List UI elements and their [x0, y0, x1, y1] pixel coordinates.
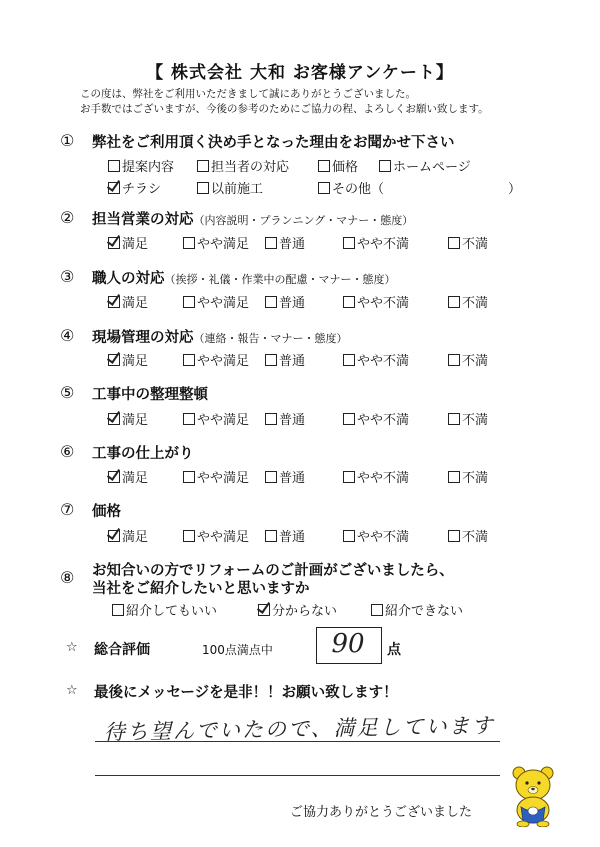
checkbox[interactable] [343, 530, 355, 542]
checkbox[interactable] [265, 530, 277, 542]
checkbox[interactable] [318, 160, 330, 172]
checkbox[interactable] [265, 296, 277, 308]
q3-option-somewhat-dissatisfied[interactable]: やや不満 [343, 292, 409, 311]
bear-mascot-icon [507, 763, 559, 827]
q4-option-satisfied[interactable]: 満足 [108, 350, 148, 369]
message-star-icon: ☆ [66, 683, 78, 698]
q1-option-staff[interactable]: 担当者の対応 [197, 156, 289, 175]
checkbox[interactable] [448, 354, 460, 366]
question-4-note: （連絡・報告・マナー・態度） [193, 332, 348, 345]
q6-option-dissatisfied[interactable]: 不満 [448, 467, 488, 486]
checkbox[interactable] [183, 471, 195, 483]
question-7-number: ⑦ [60, 500, 75, 519]
q3-option-dissatisfied[interactable]: 不満 [448, 292, 488, 311]
question-3-note: （挨拶・礼儀・作業中の配慮・マナー・態度） [164, 273, 396, 286]
rating-scale: 100点満点中 [202, 643, 273, 657]
checkbox-checked[interactable] [108, 296, 120, 308]
question-3-text: 職人の対応（挨拶・礼儀・作業中の配慮・マナー・態度） [92, 271, 396, 287]
checkbox[interactable] [343, 296, 355, 308]
q2-option-neutral[interactable]: 普通 [265, 233, 305, 252]
checkbox[interactable] [265, 354, 277, 366]
q7-option-satisfied[interactable]: 満足 [108, 526, 148, 545]
checkbox-checked[interactable] [258, 604, 270, 616]
message-prompt: 最後にメッセージを是非！！お願い致します！ [94, 685, 398, 701]
thank-you-footer: ご協力ありがとうございました [290, 805, 473, 820]
q8-option-cannot-recommend[interactable]: 紹介できない [371, 600, 463, 619]
checkbox[interactable] [112, 604, 124, 616]
checkbox-checked[interactable] [108, 237, 120, 249]
q2-option-dissatisfied[interactable]: 不満 [448, 233, 488, 252]
checkbox-checked[interactable] [108, 413, 120, 425]
q2-option-somewhat-dissatisfied[interactable]: やや不満 [343, 233, 409, 252]
checkbox[interactable] [343, 354, 355, 366]
q4-option-dissatisfied[interactable]: 不満 [448, 350, 488, 369]
checkbox[interactable] [197, 160, 209, 172]
q5-option-neutral[interactable]: 普通 [265, 409, 305, 428]
q2-option-somewhat-satisfied[interactable]: やや満足 [183, 233, 249, 252]
q5-option-dissatisfied[interactable]: 不満 [448, 409, 488, 428]
q6-option-somewhat-dissatisfied[interactable]: やや不満 [343, 467, 409, 486]
q1-option-flyer[interactable]: チラシ [108, 178, 161, 197]
question-1-text: 弊社をご利用頂く決め手となった理由をお聞かせ下さい [92, 135, 455, 151]
checkbox[interactable] [108, 160, 120, 172]
q4-option-neutral[interactable]: 普通 [265, 350, 305, 369]
q1-option-proposal[interactable]: 提案内容 [108, 156, 174, 175]
q1-other-close: ） [508, 182, 522, 197]
checkbox-checked[interactable] [108, 471, 120, 483]
question-8-text: お知合いの方でリフォームのご計画がございましたら、 [92, 563, 454, 579]
question-6-number: ⑥ [60, 442, 75, 461]
q8-option-not-sure[interactable]: 分からない [258, 600, 337, 619]
checkbox[interactable] [448, 413, 460, 425]
message-line-2 [95, 775, 500, 776]
q4-option-somewhat-dissatisfied[interactable]: やや不満 [343, 350, 409, 369]
q3-option-neutral[interactable]: 普通 [265, 292, 305, 311]
checkbox[interactable] [318, 182, 330, 194]
rating-label: 総合評価 [94, 642, 150, 658]
q5-option-satisfied[interactable]: 満足 [108, 409, 148, 428]
intro-line-1: この度は、弊社をご利用いただきまして誠にありがとうございました。 [80, 88, 416, 100]
question-5-number: ⑤ [60, 383, 75, 402]
question-4-text: 現場管理の対応（連絡・報告・マナー・態度） [92, 330, 348, 346]
question-2-text: 担当営業の対応（内容説明・プランニング・マナー・態度） [92, 212, 414, 228]
score-value: 90 [331, 629, 365, 659]
survey-title: 【 株式会社 大和 お客様アンケート】 [146, 63, 454, 83]
question-8-text-line2: 当社をご紹介したいと思いますか [92, 581, 310, 597]
question-5-text: 工事中の整理整頓 [92, 387, 208, 403]
intro-line-2: お手数ではございますが、今後の参考のためにご協力の程、よろしくお願い致します。 [80, 103, 489, 115]
question-4-number: ④ [60, 326, 75, 345]
checkbox[interactable] [448, 471, 460, 483]
checkbox-checked[interactable] [108, 354, 120, 366]
q1-option-previous[interactable]: 以前施工 [197, 178, 263, 197]
q3-option-satisfied[interactable]: 満足 [108, 292, 148, 311]
checkbox[interactable] [379, 160, 391, 172]
checkbox[interactable] [448, 530, 460, 542]
q5-option-somewhat-satisfied[interactable]: やや満足 [183, 409, 249, 428]
q7-option-somewhat-satisfied[interactable]: やや満足 [183, 526, 249, 545]
checkbox[interactable] [343, 471, 355, 483]
q1-option-other[interactable]: その他（ [318, 178, 384, 197]
q6-option-somewhat-satisfied[interactable]: やや満足 [183, 467, 249, 486]
checkbox[interactable] [265, 413, 277, 425]
checkbox[interactable] [183, 354, 195, 366]
question-8-number: ⑧ [60, 568, 75, 587]
checkbox[interactable] [265, 471, 277, 483]
checkbox[interactable] [183, 530, 195, 542]
q7-option-dissatisfied[interactable]: 不満 [448, 526, 488, 545]
q8-option-can-recommend[interactable]: 紹介してもいい [112, 600, 217, 619]
checkbox[interactable] [371, 604, 383, 616]
q7-option-neutral[interactable]: 普通 [265, 526, 305, 545]
q1-option-homepage[interactable]: ホームページ [379, 156, 471, 175]
q7-option-somewhat-dissatisfied[interactable]: やや不満 [343, 526, 409, 545]
checkbox[interactable] [183, 296, 195, 308]
checkbox[interactable] [197, 182, 209, 194]
score-unit: 点 [387, 642, 401, 658]
question-1-number: ① [60, 131, 75, 150]
checkbox[interactable] [183, 237, 195, 249]
question-3-number: ③ [60, 267, 75, 286]
q1-option-price[interactable]: 価格 [318, 156, 358, 175]
q6-option-neutral[interactable]: 普通 [265, 467, 305, 486]
checkbox[interactable] [448, 296, 460, 308]
question-2-number: ② [60, 208, 75, 227]
checkbox[interactable] [183, 413, 195, 425]
checkbox-checked[interactable] [108, 182, 120, 194]
question-2-note: （内容説明・プランニング・マナー・態度） [193, 214, 414, 227]
rating-star-icon: ☆ [66, 640, 78, 655]
q2-option-satisfied[interactable]: 満足 [108, 233, 148, 252]
q4-option-somewhat-satisfied[interactable]: やや満足 [183, 350, 249, 369]
q5-option-somewhat-dissatisfied[interactable]: やや不満 [343, 409, 409, 428]
checkbox[interactable] [343, 237, 355, 249]
question-6-text: 工事の仕上がり [92, 446, 194, 462]
checkbox-checked[interactable] [108, 530, 120, 542]
question-7-text: 価格 [92, 504, 121, 520]
handwritten-message: 待ち望んでいたので、満足しています [103, 713, 495, 745]
checkbox[interactable] [265, 237, 277, 249]
q6-option-satisfied[interactable]: 満足 [108, 467, 148, 486]
checkbox[interactable] [448, 237, 460, 249]
checkbox[interactable] [343, 413, 355, 425]
q3-option-somewhat-satisfied[interactable]: やや満足 [183, 292, 249, 311]
